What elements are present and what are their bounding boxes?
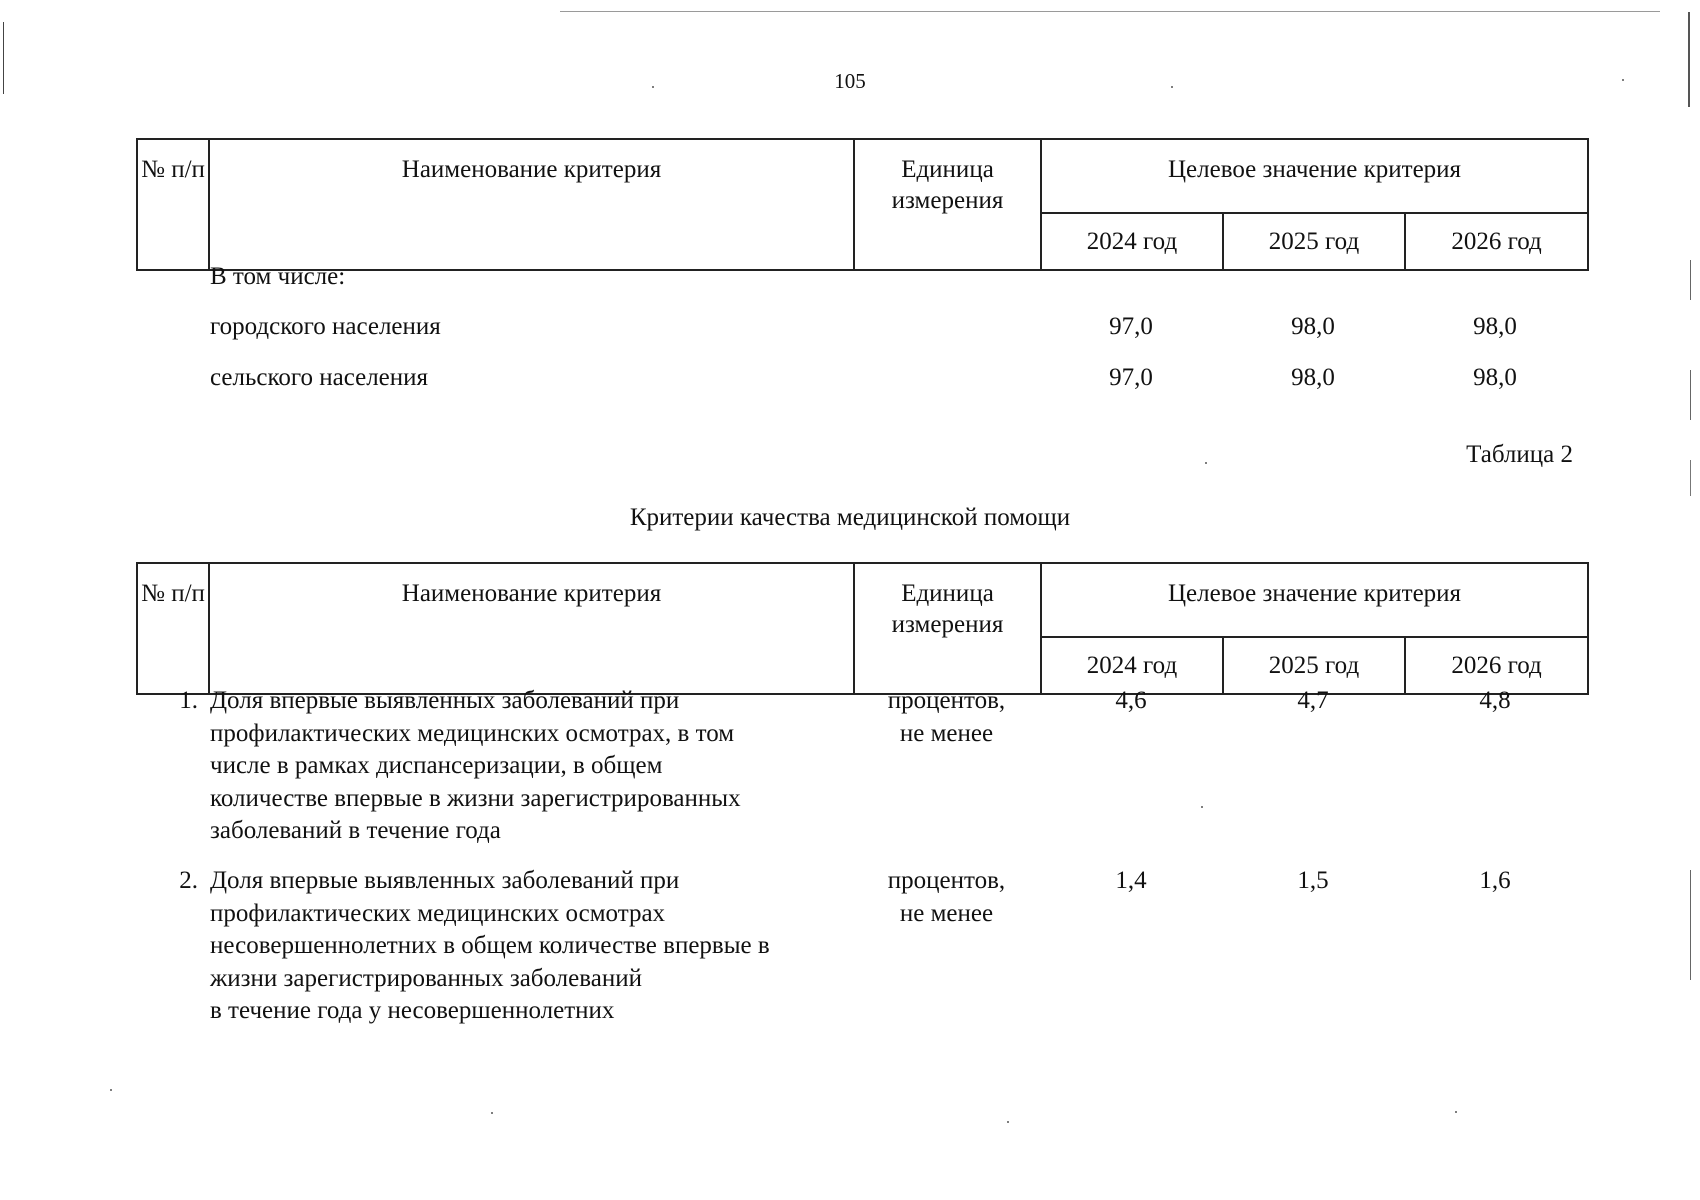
header-year-2024: 2024 год [1041,637,1223,694]
header-num-cell [137,563,209,694]
scan-speck [1201,806,1203,808]
unit-line: не менее [899,719,994,747]
criterion-line: жизни зарегистрированных заболеваний [210,964,642,992]
scan-speck [110,1089,112,1091]
row-urban-name: городского населения [210,313,441,340]
criterion-line: в течение года у несовершеннолетних [210,997,615,1024]
scan-edge-line [1690,460,1691,496]
header-target: Целевое значение критерия [1167,156,1462,183]
criterion-line: числе в рамках диспансеризации, в общем [210,752,663,779]
header-target-cell [1041,563,1588,637]
criterion-line: несовершеннолетних в общем количестве впервые в [210,932,770,959]
header-target: Целевое значение критерия [1167,580,1462,607]
unit-line: не менее [899,899,994,927]
subheading-including: В том числе: [210,263,346,290]
header-name: Наименование критерия [401,156,662,183]
row-value-2026: 4,8 [1479,687,1511,714]
row-urban-value-2026: 98,0 [1473,313,1517,340]
header-name: Наименование критерия [401,580,662,607]
unit-line: процентов, [887,867,1006,894]
row-rural-value-2026: 98,0 [1473,364,1517,391]
scan-speck [1455,1111,1457,1113]
criterion-line: профилактических медицинских осмотрах [210,899,666,927]
row-urban-value-2024: 97,0 [1109,313,1153,340]
row-value-2026: 1,6 [1479,867,1511,894]
table-label: Таблица 2 [1466,441,1573,468]
header-year-2025: 2025 год [1223,637,1405,694]
row-value-2025: 4,7 [1297,687,1329,714]
row-criterion-name [210,865,850,1028]
header-name-cell [209,563,854,694]
scan-edge-line [1690,260,1691,300]
header-unit-cell [854,563,1041,694]
header-target-cell [1041,139,1588,213]
scan-edge-line [1690,370,1691,420]
row-number: 1. [179,687,198,714]
row-criterion-name [210,685,850,848]
header-year-2024: 2024 год [1041,213,1223,270]
row-unit [853,865,1040,930]
scan-edge-line [1690,870,1691,980]
criterion-line: количестве впервые в жизни зарегистрированных [210,784,741,812]
header-year-2025: 2025 год [1223,213,1405,270]
scan-speck [1007,1121,1009,1123]
row-rural-name: сельского населения [210,364,429,391]
header-unit: Единица измерения [891,156,1004,214]
row-rural-value-2024: 97,0 [1109,364,1153,391]
row-urban-value-2025: 98,0 [1291,313,1335,340]
row-value-2024: 1,4 [1115,867,1147,894]
scan-speck [491,1112,493,1114]
row-number: 2. [179,867,198,894]
row-unit [853,685,1040,750]
row-value-2024: 4,6 [1115,687,1147,714]
header-year-2026: 2026 год [1405,637,1588,694]
unit-line: процентов, [887,687,1006,714]
scan-edge-line [560,11,1660,12]
criterion-line: Доля впервые выявленных заболеваний при [210,687,680,714]
criterion-line: профилактических медицинских осмотрах, в том [210,719,735,747]
header-unit-cell [854,139,1041,270]
table2-header [136,562,1589,695]
header-num: № п/п [141,580,205,607]
page-number: 105 [834,69,866,93]
criterion-line: заболеваний в течение года [210,817,501,844]
criterion-line: Доля впервые выявленных заболеваний при [210,867,680,894]
table-title: Критерии качества медицинской помощи [629,504,1071,531]
row-value-2025: 1,5 [1297,867,1329,894]
table-header-continued [136,138,1589,271]
header-num: № п/п [141,156,205,183]
header-unit: Единица измерения [891,580,1004,638]
header-num-cell [137,139,209,270]
header-name-cell [209,139,854,270]
scan-speck [1205,462,1207,464]
row-rural-value-2025: 98,0 [1291,364,1335,391]
header-year-2026: 2026 год [1405,213,1588,270]
